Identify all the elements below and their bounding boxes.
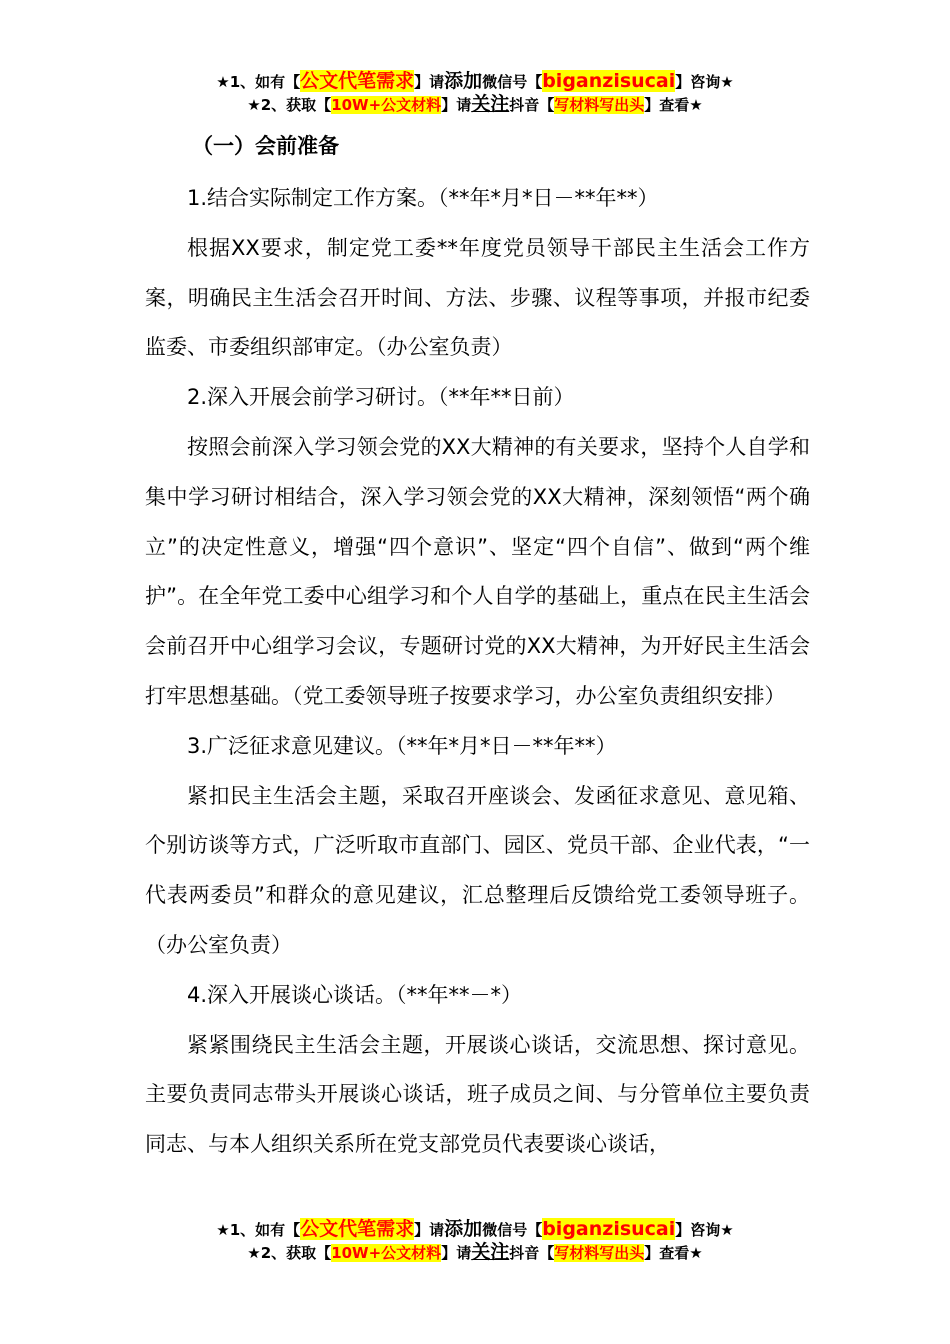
banner-text: ★1、如有【 [216,73,301,91]
banner-highlight: 10W+公文材料 [331,1244,442,1262]
banner-line-2 [0,1241,950,1264]
subheading-2: 2.深入开展会前学习研讨。（**年**日前） [187,385,575,410]
banner-text: 微信号【 [482,73,543,91]
document-body [145,126,810,1170]
banner-text: 微信号【 [482,1221,543,1239]
wechat-id: biganzisucai [542,1218,676,1240]
banner-highlight: 写材料写出头 [554,1244,645,1262]
banner-text: 】查看★ [644,1244,703,1262]
banner-text: 关注 [471,93,510,115]
paragraph-4: 紧紧围绕民主生活会主题，开展谈心谈话，交流思想、探讨意见。主要负责同志带头开展谈心谈话，班子成员之间、与分管单位主要负责同志、与本人组织关系所在党支部党员代表要谈心谈话， [145,1032,810,1157]
banner-text: 】请 [441,1244,472,1262]
banner-text: 抖音【 [509,96,555,114]
subheading-1: 1.结合实际制定工作方案。（**年*月*日－**年**） [187,186,659,210]
banner-text: 添加 [444,70,483,92]
banner-text: 添加 [444,1218,483,1240]
banner-highlight: 公文代笔需求 [300,1218,415,1240]
banner-text: 】咨询★ [675,73,734,91]
paragraph-1: 根据XX要求，制定党工委**年度党员领导干部民主生活会工作方案，明确民主生活会召开时间、方法、步骤、议程等事项，并报市纪委监委、市委组织部审定。（办公室负责） [145,235,810,360]
wechat-id: biganzisucai [542,70,676,92]
banner-highlight: 写材料写出头 [554,96,645,114]
banner-text: ★2、获取【 [247,96,332,114]
subheading-3: 3.广泛征求意见建议。（**年*月*日－**年**） [187,733,617,758]
section-heading: （一）会前准备 [192,134,339,158]
banner-line-1 [0,1218,950,1241]
banner-text: ★1、如有【 [216,1221,301,1239]
banner-highlight: 公文代笔需求 [300,70,415,92]
banner-highlight: 10W+公文材料 [331,96,442,114]
banner-text: 】请 [414,73,445,91]
subheading-4: 4.深入开展谈心谈话。（**年**－*） [187,982,523,1007]
banner-text: ★2、获取【 [247,1244,332,1262]
banner-text: 】查看★ [644,96,703,114]
paragraph-2: 按照会前深入学习领会党的XX大精神的有关要求，坚持个人自学和集中学习研讨相结合，深入学习领会党的XX大精神，深刻领悟“两个确立”的决定性意义，增强“四个意识”、坚定“四个自信”、做到“两个维护”。在全年党工委中心组学习和个人自学的基础上，重点在民主生活会会前召开中心组学习会议，专题研讨党的XX大精神，为开好民主生活会打牢思想基础。（党工委领导班子按要求学习，办公室负责组织安排） [145,434,810,708]
header-banner [0,70,950,116]
banner-line-1 [0,70,950,93]
banner-text: 】咨询★ [675,1221,734,1239]
banner-text: 】请 [414,1221,445,1239]
banner-line-2 [0,93,950,116]
footer-banner [0,1218,950,1264]
banner-text: 】请 [441,96,472,114]
banner-text: 抖音【 [509,1244,555,1262]
banner-text: 关注 [471,1241,510,1263]
paragraph-3: 紧扣民主生活会主题，采取召开座谈会、发函征求意见、意见箱、个别访谈等方式，广泛听取市直部门、园区、党员干部、企业代表，“一代表两委员”和群众的意见建议，汇总整理后反馈给党工委领导班子。（办公室负责） [145,783,810,957]
